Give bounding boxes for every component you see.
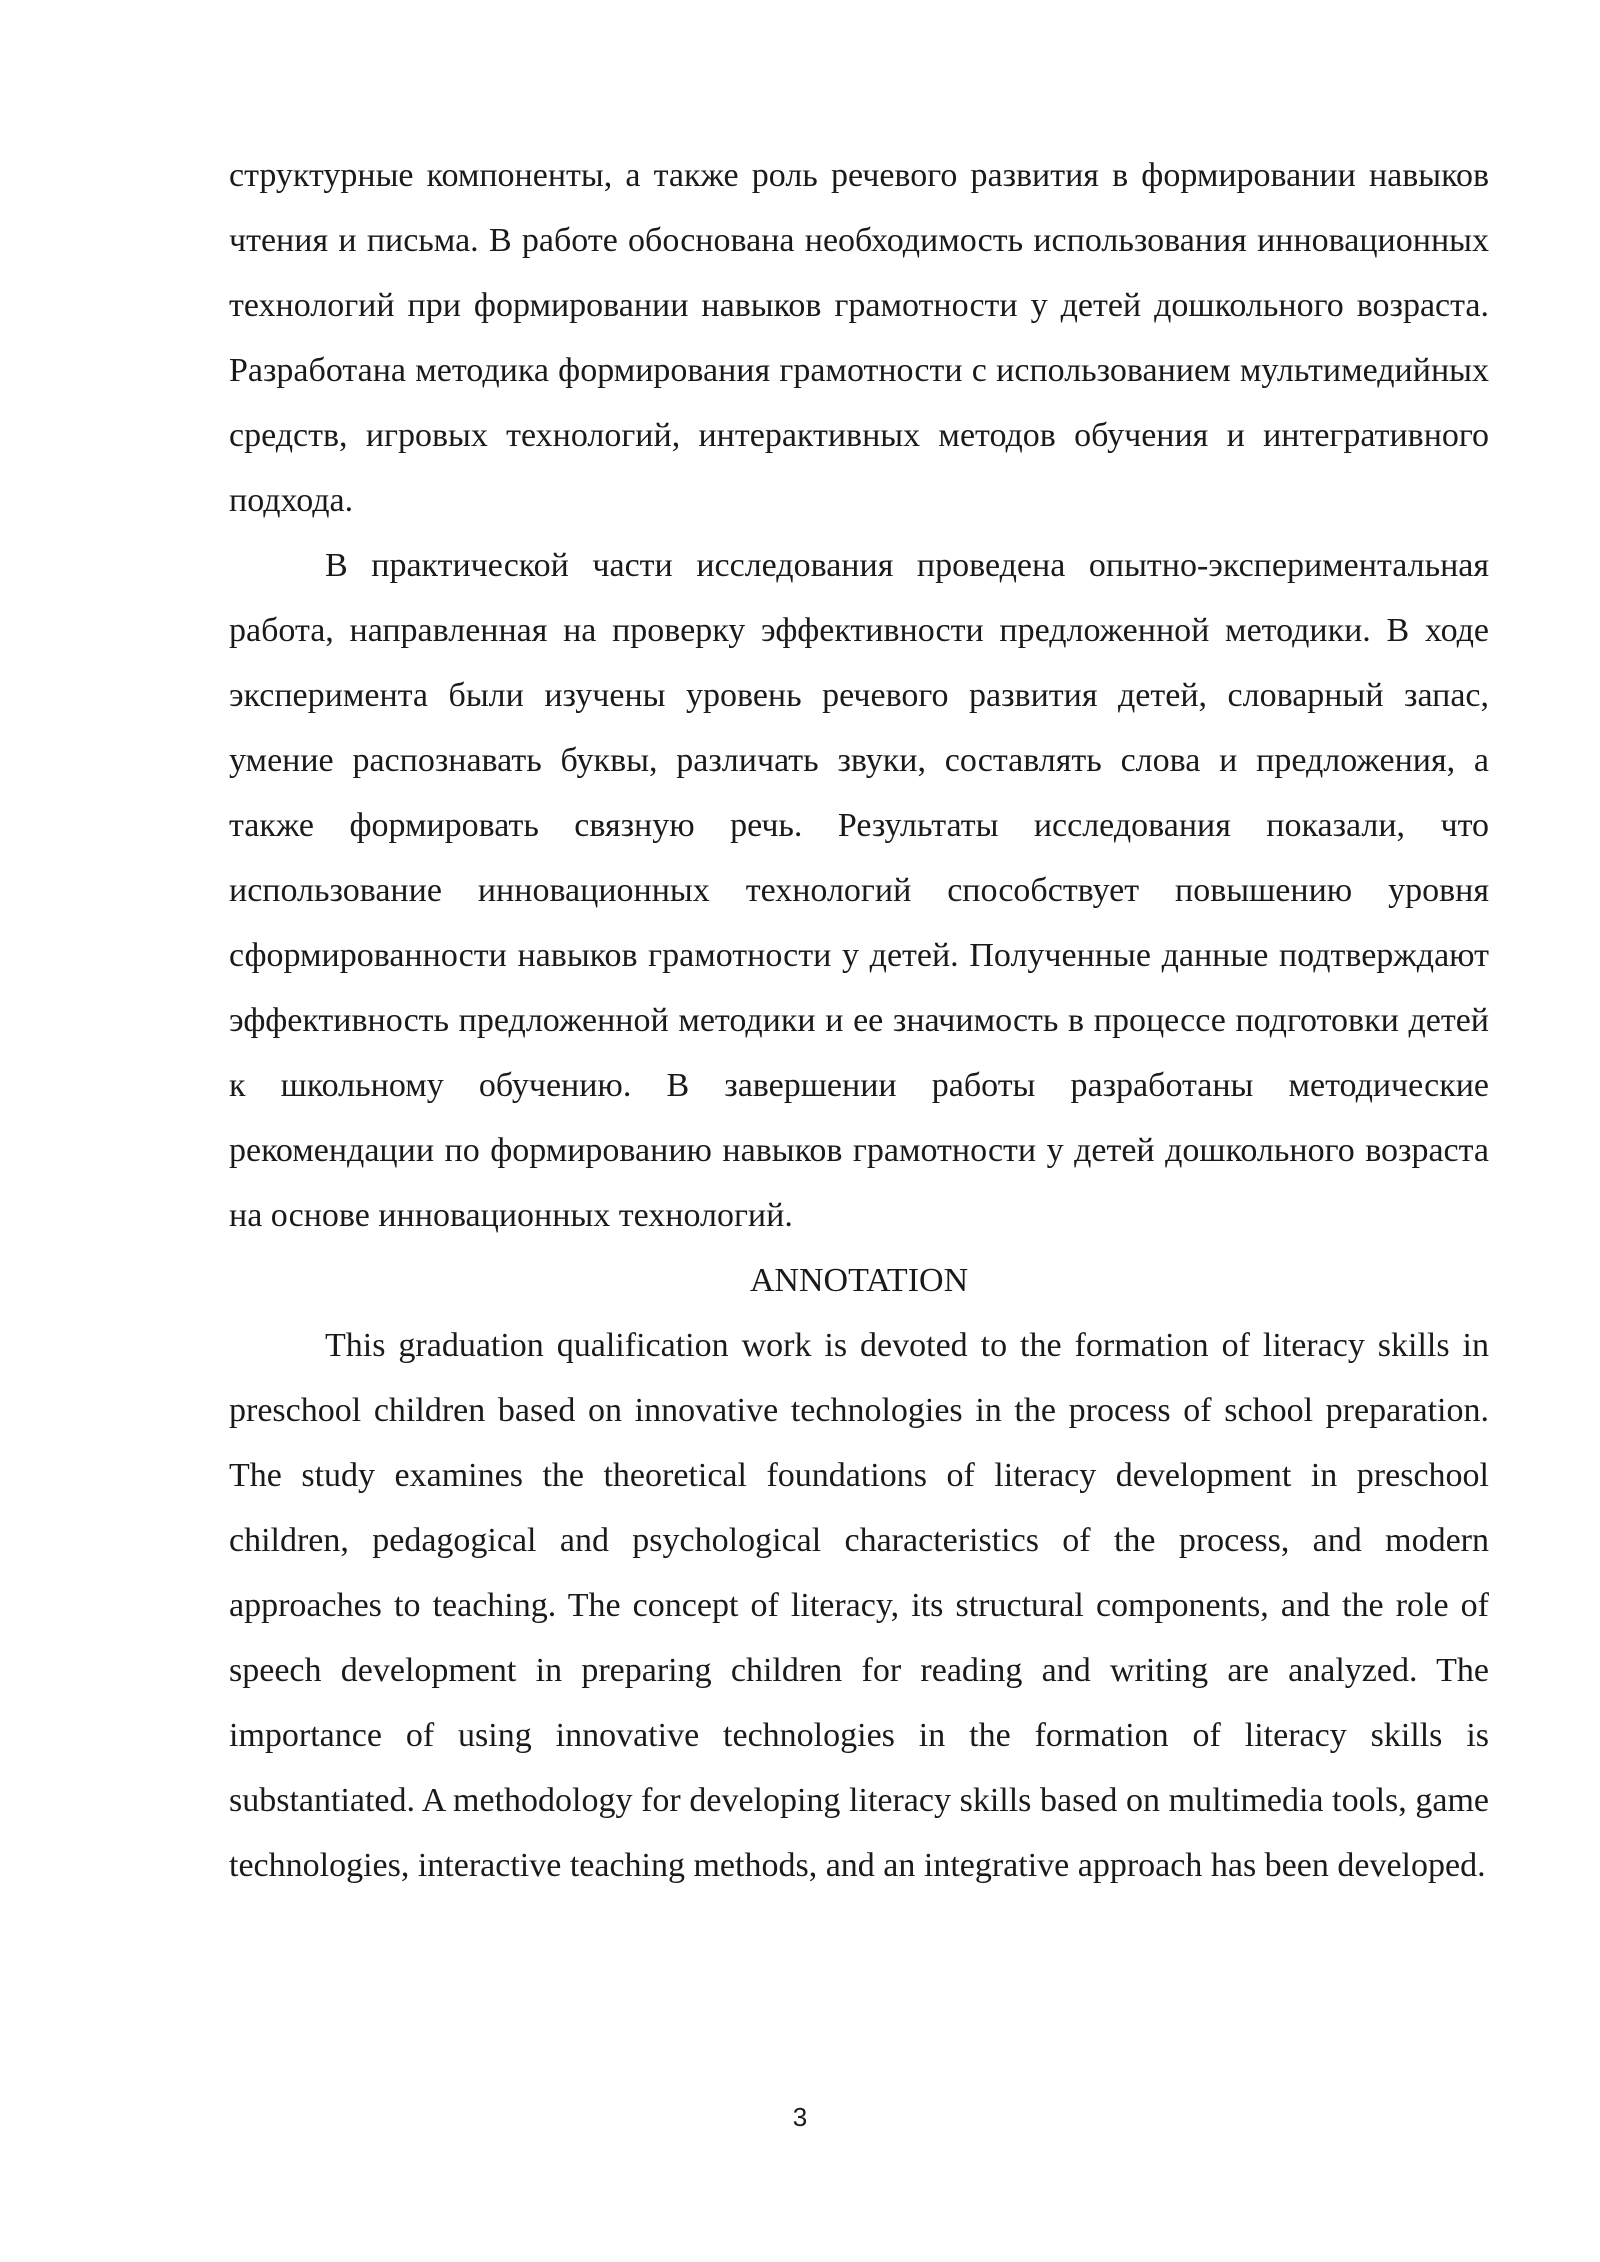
body-text	[229, 143, 1489, 1898]
paragraph-en-annotation: This graduation qualification work is devoted to the formation of literacy skills in preschool children based on innovative technologies in the process of school preparation. The study examines the theoretical foundations of literacy development in preschool children, pedagogical and psychological characteristics of the process, and modern approaches to teaching. The concept of literacy, its structural components, and the role of speech development in preparing children for reading and writing are analyzed. The importance of using innovative technologies in the formation of literacy skills is substantiated. A methodology for developing literacy skills based on multimedia tools, game technologies, interactive teaching methods, and an integrative approach has been developed.	[229, 1327, 1489, 1884]
paragraph-ru-practical: В практической части исследования проведена опытно-экспериментальная работа, направленная на проверку эффективности предложенной методики. В ходе эксперимента были изучены уровень речевого развития детей, словарный запас, умение распознавать буквы, различать звуки, составлять слова и предложения, а также формировать связную речь. Результаты исследования показали, что использование инновационных технологий способствует повышению уровня сформированности навыков грамотности у детей. Полученные данные подтверждают эффективность предложенной методики и ее значимость в процессе подготовки детей к школьному обучению. В завершении работы разработаны методические рекомендации по формированию навыков грамотности у детей дошкольного возраста на основе инновационных технологий.	[229, 547, 1489, 1234]
page-number: 3	[792, 2102, 808, 2132]
paragraph-ru-continued: структурные компоненты, а также роль речевого развития в формировании навыков чтения и письма. В работе обоснована необходимость использования инновационных технологий при формировании навыков грамотности у детей дошкольного возраста. Разработана методика формирования грамотности с использованием мультимедийных средств, игровых технологий, интерактивных методов обучения и интегративного подхода.	[229, 157, 1489, 519]
annotation-heading: ANNOTATION	[749, 1262, 969, 1299]
